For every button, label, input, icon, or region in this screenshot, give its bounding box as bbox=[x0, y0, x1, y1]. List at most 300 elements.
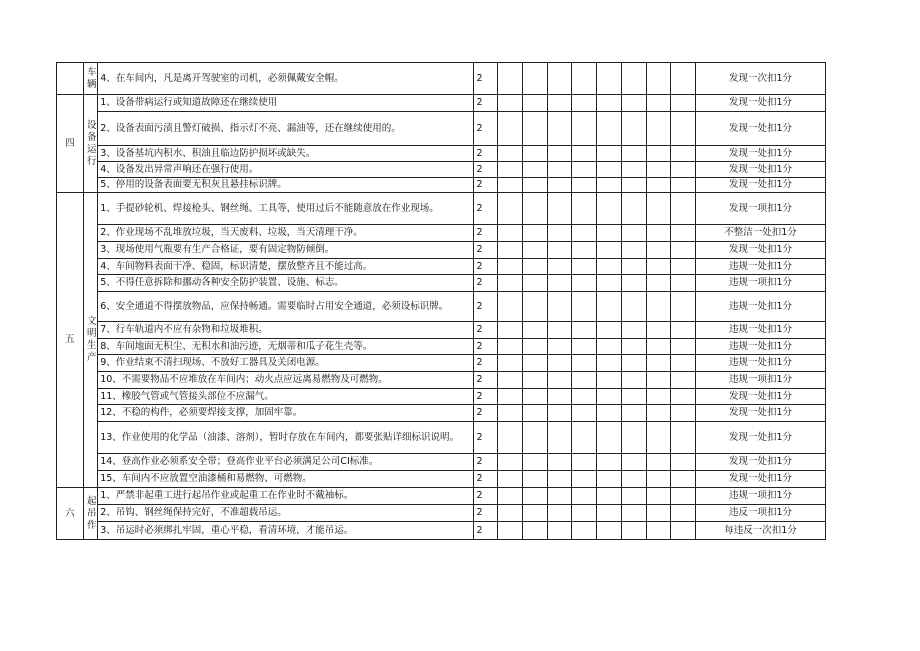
item-score: 2 bbox=[474, 63, 498, 95]
table-row bbox=[57, 63, 826, 95]
check-cell bbox=[646, 225, 671, 242]
item-text: 6、安全通道不得摆放物品，应保持畅通。需要临时占用安全通道，必须设标识牌。 bbox=[98, 292, 474, 322]
check-cell bbox=[646, 162, 671, 178]
check-cell bbox=[498, 355, 523, 372]
check-cell bbox=[522, 372, 547, 389]
item-score: 2 bbox=[474, 95, 498, 112]
item-deduction: 发现一处扣1分 bbox=[696, 95, 826, 112]
check-cell bbox=[597, 339, 622, 355]
check-cell bbox=[621, 355, 646, 372]
check-cell bbox=[597, 242, 622, 259]
check-cell bbox=[547, 162, 572, 178]
check-cell bbox=[522, 454, 547, 471]
check-cell bbox=[597, 322, 622, 339]
check-cell bbox=[547, 522, 572, 540]
item-deduction: 违规一项扣1分 bbox=[696, 372, 826, 389]
table-row bbox=[57, 488, 826, 505]
check-cell bbox=[498, 405, 523, 422]
table-row bbox=[57, 389, 826, 405]
check-cell bbox=[498, 112, 523, 146]
table-row bbox=[57, 162, 826, 178]
item-deduction: 发现一处扣1分 bbox=[696, 471, 826, 488]
check-cell bbox=[621, 178, 646, 193]
check-cell bbox=[498, 339, 523, 355]
check-cell bbox=[671, 275, 696, 292]
check-cell bbox=[547, 339, 572, 355]
table-row bbox=[57, 292, 826, 322]
check-cell bbox=[547, 178, 572, 193]
check-cell bbox=[498, 422, 523, 454]
item-deduction: 发现一项扣1分 bbox=[696, 193, 826, 225]
item-score: 2 bbox=[474, 178, 498, 193]
item-text: 2、设备表面污渍且警灯破损、指示灯不亮、漏油等，还在继续使用的。 bbox=[98, 112, 474, 146]
item-text: 1、严禁非起重工进行起吊作业或起重工在作业时不戴袖标。 bbox=[98, 488, 474, 505]
item-text: 10、不需要物品不应堆放在车间内；动火点应远离易燃物及可燃物。 bbox=[98, 372, 474, 389]
check-cell bbox=[547, 422, 572, 454]
check-cell bbox=[597, 292, 622, 322]
check-cell bbox=[597, 488, 622, 505]
check-cell bbox=[671, 95, 696, 112]
check-cell bbox=[671, 242, 696, 259]
table-row bbox=[57, 372, 826, 389]
item-score: 2 bbox=[474, 275, 498, 292]
check-cell bbox=[646, 242, 671, 259]
item-text: 8、车间地面无积尘、无积水和油污迹，无烟蒂和瓜子花生壳等。 bbox=[98, 339, 474, 355]
check-cell bbox=[597, 95, 622, 112]
item-deduction: 违规一处扣1分 bbox=[696, 322, 826, 339]
check-cell bbox=[498, 275, 523, 292]
item-score: 2 bbox=[474, 225, 498, 242]
table-row bbox=[57, 112, 826, 146]
check-cell bbox=[572, 322, 597, 339]
check-cell bbox=[498, 63, 523, 95]
check-cell bbox=[572, 146, 597, 162]
table-row bbox=[57, 454, 826, 471]
check-cell bbox=[547, 322, 572, 339]
check-cell bbox=[646, 389, 671, 405]
check-cell bbox=[572, 488, 597, 505]
check-cell bbox=[646, 372, 671, 389]
check-cell bbox=[597, 522, 622, 540]
item-score: 2 bbox=[474, 242, 498, 259]
check-cell bbox=[646, 292, 671, 322]
item-text: 1、手提砂轮机、焊接枪头、钢丝绳、工具等，使用过后不能随意放在作业现场。 bbox=[98, 193, 474, 225]
item-score: 2 bbox=[474, 488, 498, 505]
check-cell bbox=[646, 471, 671, 488]
item-text: 12、不稳的构件，必须要焊接支撑，加固牢靠。 bbox=[98, 405, 474, 422]
check-cell bbox=[597, 162, 622, 178]
check-cell bbox=[522, 63, 547, 95]
check-cell bbox=[671, 422, 696, 454]
item-text: 7、行车轨道内不应有杂物和垃圾堆积。 bbox=[98, 322, 474, 339]
item-score: 2 bbox=[474, 292, 498, 322]
check-cell bbox=[522, 193, 547, 225]
check-cell bbox=[498, 389, 523, 405]
check-cell bbox=[498, 259, 523, 275]
item-deduction: 发现一处扣1分 bbox=[696, 146, 826, 162]
check-cell bbox=[671, 322, 696, 339]
check-cell bbox=[646, 146, 671, 162]
check-cell bbox=[498, 146, 523, 162]
table-row bbox=[57, 95, 826, 112]
check-cell bbox=[646, 112, 671, 146]
item-deduction: 违规一处扣1分 bbox=[696, 355, 826, 372]
check-cell bbox=[547, 488, 572, 505]
item-deduction: 发现一处扣1分 bbox=[696, 454, 826, 471]
check-cell bbox=[572, 422, 597, 454]
item-deduction: 发现一处扣1分 bbox=[696, 389, 826, 405]
check-cell bbox=[547, 225, 572, 242]
table-row bbox=[57, 225, 826, 242]
check-cell bbox=[522, 112, 547, 146]
check-cell bbox=[498, 178, 523, 193]
check-cell bbox=[547, 505, 572, 522]
item-score: 2 bbox=[474, 162, 498, 178]
check-cell bbox=[597, 275, 622, 292]
check-cell bbox=[498, 162, 523, 178]
item-text: 9、作业结束不清扫现场、不放好工器具及关闭电源。 bbox=[98, 355, 474, 372]
check-cell bbox=[572, 259, 597, 275]
check-cell bbox=[597, 225, 622, 242]
check-cell bbox=[621, 389, 646, 405]
section-number: 四 bbox=[57, 95, 84, 193]
item-text: 15、车间内不应放置空油漆桶和易燃物、可燃物。 bbox=[98, 471, 474, 488]
check-cell bbox=[572, 505, 597, 522]
check-cell bbox=[597, 146, 622, 162]
check-cell bbox=[572, 193, 597, 225]
check-cell bbox=[671, 162, 696, 178]
check-cell bbox=[597, 112, 622, 146]
check-cell bbox=[621, 259, 646, 275]
check-cell bbox=[621, 292, 646, 322]
check-cell bbox=[572, 242, 597, 259]
check-cell bbox=[646, 259, 671, 275]
check-cell bbox=[522, 225, 547, 242]
table-row bbox=[57, 146, 826, 162]
check-cell bbox=[547, 355, 572, 372]
item-score: 2 bbox=[474, 422, 498, 454]
item-text: 2、吊钩、钢丝绳保持完好，不准超载吊运。 bbox=[98, 505, 474, 522]
check-cell bbox=[621, 488, 646, 505]
item-deduction: 违规一处扣1分 bbox=[696, 259, 826, 275]
section-category bbox=[83, 63, 97, 95]
check-cell bbox=[597, 178, 622, 193]
item-text: 13、作业使用的化学品（油漆、溶剂），暂时存放在车间内，都要张贴详细标识说明。 bbox=[98, 422, 474, 454]
check-cell bbox=[597, 355, 622, 372]
check-cell bbox=[671, 193, 696, 225]
check-cell bbox=[671, 355, 696, 372]
check-cell bbox=[646, 405, 671, 422]
check-cell bbox=[572, 162, 597, 178]
check-cell bbox=[522, 95, 547, 112]
check-cell bbox=[498, 292, 523, 322]
section-category-label: 设备运行 bbox=[87, 119, 97, 167]
check-cell bbox=[621, 372, 646, 389]
check-cell bbox=[597, 193, 622, 225]
item-score: 2 bbox=[474, 389, 498, 405]
check-cell bbox=[671, 372, 696, 389]
check-cell bbox=[621, 162, 646, 178]
section-category-label: 车辆 bbox=[87, 66, 97, 90]
check-cell bbox=[522, 162, 547, 178]
check-cell bbox=[572, 355, 597, 372]
check-cell bbox=[621, 146, 646, 162]
check-cell bbox=[498, 95, 523, 112]
check-cell bbox=[498, 242, 523, 259]
check-cell bbox=[572, 178, 597, 193]
item-score: 2 bbox=[474, 112, 498, 146]
check-cell bbox=[671, 389, 696, 405]
table-row bbox=[57, 242, 826, 259]
check-cell bbox=[621, 275, 646, 292]
check-cell bbox=[547, 63, 572, 95]
check-cell bbox=[522, 389, 547, 405]
item-deduction: 每违反一次扣1分 bbox=[696, 522, 826, 540]
check-cell bbox=[671, 471, 696, 488]
check-cell bbox=[547, 259, 572, 275]
check-cell bbox=[646, 505, 671, 522]
section-category-label: 文明生产 bbox=[87, 316, 97, 363]
check-cell bbox=[671, 339, 696, 355]
check-cell bbox=[621, 505, 646, 522]
check-cell bbox=[572, 225, 597, 242]
table-row bbox=[57, 505, 826, 522]
check-cell bbox=[522, 339, 547, 355]
check-cell bbox=[671, 405, 696, 422]
check-cell bbox=[597, 454, 622, 471]
check-cell bbox=[547, 193, 572, 225]
check-cell bbox=[498, 193, 523, 225]
check-cell bbox=[621, 422, 646, 454]
check-cell bbox=[671, 292, 696, 322]
check-cell bbox=[621, 95, 646, 112]
check-cell bbox=[621, 471, 646, 488]
table-row bbox=[57, 178, 826, 193]
item-score: 2 bbox=[474, 355, 498, 372]
item-text: 4、在车间内，凡是离开驾驶室的司机，必须佩戴安全帽。 bbox=[98, 63, 474, 95]
check-cell bbox=[597, 471, 622, 488]
table-row bbox=[57, 193, 826, 225]
check-cell bbox=[522, 178, 547, 193]
check-cell bbox=[522, 522, 547, 540]
check-cell bbox=[646, 63, 671, 95]
check-cell bbox=[522, 422, 547, 454]
item-text: 3、吊运时必须绑扎牢固，重心平稳，看清环境，才能吊运。 bbox=[98, 522, 474, 540]
check-cell bbox=[547, 242, 572, 259]
check-cell bbox=[547, 454, 572, 471]
section-category bbox=[83, 95, 97, 193]
check-cell bbox=[646, 355, 671, 372]
check-cell bbox=[498, 488, 523, 505]
check-cell bbox=[621, 112, 646, 146]
section-number: 六 bbox=[57, 488, 84, 540]
section-category bbox=[83, 193, 97, 488]
check-cell bbox=[498, 471, 523, 488]
item-text: 5、不得任意拆除和挪动各种安全防护装置、设施、标志。 bbox=[98, 275, 474, 292]
check-cell bbox=[671, 225, 696, 242]
check-cell bbox=[547, 389, 572, 405]
check-cell bbox=[671, 112, 696, 146]
item-deduction: 违规一处扣1分 bbox=[696, 292, 826, 322]
check-cell bbox=[498, 372, 523, 389]
check-cell bbox=[572, 372, 597, 389]
item-deduction: 违规一处扣1分 bbox=[696, 339, 826, 355]
check-cell bbox=[621, 339, 646, 355]
check-cell bbox=[522, 242, 547, 259]
check-cell bbox=[621, 322, 646, 339]
section-number bbox=[57, 63, 84, 95]
item-deduction: 违规一项扣1分 bbox=[696, 275, 826, 292]
item-deduction: 发现一处扣1分 bbox=[696, 162, 826, 178]
check-cell bbox=[572, 275, 597, 292]
item-text: 11、橡胶气管或气管接头部位不应漏气。 bbox=[98, 389, 474, 405]
check-cell bbox=[547, 372, 572, 389]
check-cell bbox=[547, 275, 572, 292]
check-cell bbox=[621, 193, 646, 225]
check-cell bbox=[547, 471, 572, 488]
check-cell bbox=[522, 259, 547, 275]
check-cell bbox=[572, 454, 597, 471]
table-row bbox=[57, 259, 826, 275]
item-deduction: 不整洁一处扣1分 bbox=[696, 225, 826, 242]
check-cell bbox=[572, 95, 597, 112]
check-cell bbox=[522, 505, 547, 522]
check-cell bbox=[646, 488, 671, 505]
check-cell bbox=[572, 339, 597, 355]
check-cell bbox=[572, 522, 597, 540]
item-score: 2 bbox=[474, 372, 498, 389]
item-deduction: 发现一处扣1分 bbox=[696, 422, 826, 454]
check-cell bbox=[621, 242, 646, 259]
check-cell bbox=[621, 454, 646, 471]
check-cell bbox=[498, 225, 523, 242]
check-cell bbox=[547, 112, 572, 146]
check-cell bbox=[671, 259, 696, 275]
check-cell bbox=[621, 63, 646, 95]
check-cell bbox=[646, 339, 671, 355]
section-category-label: 起吊作 bbox=[87, 495, 97, 531]
check-cell bbox=[671, 454, 696, 471]
item-score: 2 bbox=[474, 322, 498, 339]
check-cell bbox=[597, 505, 622, 522]
item-text: 3、现场使用气瓶要有生产合格证，要有固定物防倾倒。 bbox=[98, 242, 474, 259]
item-deduction: 违规一项扣1分 bbox=[696, 488, 826, 505]
item-text: 4、车间物料表面干净、稳固，标识清楚，摆放整齐且不能过高。 bbox=[98, 259, 474, 275]
check-cell bbox=[522, 292, 547, 322]
check-cell bbox=[597, 422, 622, 454]
check-cell bbox=[597, 63, 622, 95]
check-cell bbox=[498, 505, 523, 522]
check-cell bbox=[572, 292, 597, 322]
inspection-table bbox=[56, 62, 826, 540]
item-deduction: 发现一处扣1分 bbox=[696, 178, 826, 193]
section-category bbox=[83, 488, 97, 540]
table-row bbox=[57, 405, 826, 422]
check-cell bbox=[547, 146, 572, 162]
check-cell bbox=[646, 95, 671, 112]
check-cell bbox=[646, 275, 671, 292]
check-cell bbox=[646, 178, 671, 193]
item-score: 2 bbox=[474, 522, 498, 540]
item-text: 5、停用的设备表面要无积灰且悬挂标识牌。 bbox=[98, 178, 474, 193]
item-score: 2 bbox=[474, 505, 498, 522]
check-cell bbox=[522, 322, 547, 339]
check-cell bbox=[547, 292, 572, 322]
item-score: 2 bbox=[474, 193, 498, 225]
check-cell bbox=[646, 193, 671, 225]
item-text: 2、作业现场不乱堆放垃圾，当天废料、垃圾，当天清理干净。 bbox=[98, 225, 474, 242]
check-cell bbox=[498, 522, 523, 540]
item-text: 3、设备基坑内积水、积油且临边防护损坏或缺失。 bbox=[98, 146, 474, 162]
check-cell bbox=[572, 112, 597, 146]
check-cell bbox=[572, 471, 597, 488]
item-deduction: 发现一处扣1分 bbox=[696, 405, 826, 422]
check-cell bbox=[572, 389, 597, 405]
item-score: 2 bbox=[474, 339, 498, 355]
check-cell bbox=[671, 63, 696, 95]
table-row bbox=[57, 355, 826, 372]
item-text: 1、设备带病运行或知道故障还在继续使用 bbox=[98, 95, 474, 112]
item-deduction: 发现一处扣1分 bbox=[696, 242, 826, 259]
check-cell bbox=[621, 405, 646, 422]
check-cell bbox=[498, 454, 523, 471]
item-score: 2 bbox=[474, 471, 498, 488]
check-cell bbox=[671, 488, 696, 505]
item-deduction: 发现一次扣1分 bbox=[696, 63, 826, 95]
check-cell bbox=[522, 488, 547, 505]
table-row bbox=[57, 422, 826, 454]
check-cell bbox=[621, 522, 646, 540]
check-cell bbox=[522, 146, 547, 162]
check-cell bbox=[522, 275, 547, 292]
item-score: 2 bbox=[474, 259, 498, 275]
check-cell bbox=[572, 63, 597, 95]
check-cell bbox=[547, 95, 572, 112]
item-text: 4、设备发出异常声响还在强行使用。 bbox=[98, 162, 474, 178]
check-cell bbox=[597, 405, 622, 422]
table-row bbox=[57, 471, 826, 488]
check-cell bbox=[498, 322, 523, 339]
check-cell bbox=[597, 372, 622, 389]
check-cell bbox=[671, 505, 696, 522]
check-cell bbox=[621, 225, 646, 242]
check-cell bbox=[522, 471, 547, 488]
check-cell bbox=[671, 522, 696, 540]
item-deduction: 违反一项扣1分 bbox=[696, 505, 826, 522]
item-score: 2 bbox=[474, 454, 498, 471]
check-cell bbox=[597, 389, 622, 405]
check-cell bbox=[646, 522, 671, 540]
item-score: 2 bbox=[474, 146, 498, 162]
check-cell bbox=[646, 322, 671, 339]
check-cell bbox=[646, 454, 671, 471]
check-cell bbox=[646, 422, 671, 454]
check-cell bbox=[671, 146, 696, 162]
table-row bbox=[57, 339, 826, 355]
check-cell bbox=[522, 405, 547, 422]
table-row bbox=[57, 522, 826, 540]
item-score: 2 bbox=[474, 405, 498, 422]
check-cell bbox=[522, 355, 547, 372]
item-deduction: 发现一处扣1分 bbox=[696, 112, 826, 146]
check-cell bbox=[597, 259, 622, 275]
check-cell bbox=[572, 405, 597, 422]
item-text: 14、登高作业必须系安全带；登高作业平台必须满足公司CI标准。 bbox=[98, 454, 474, 471]
check-cell bbox=[671, 178, 696, 193]
check-cell bbox=[547, 405, 572, 422]
table-row bbox=[57, 275, 826, 292]
section-number: 五 bbox=[57, 193, 84, 488]
